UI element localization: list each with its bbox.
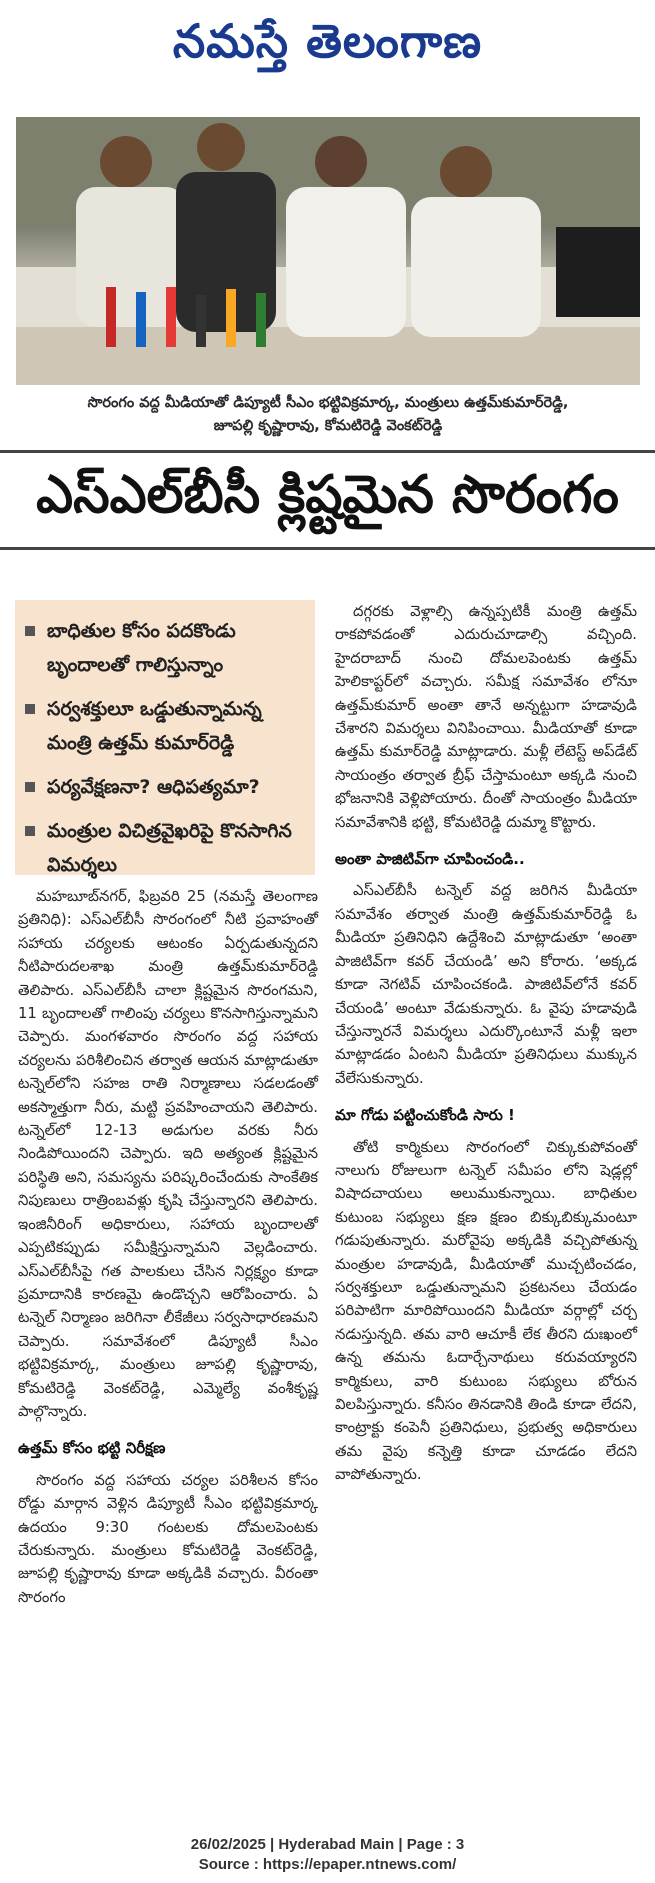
subheading: అంతా పాజిటివ్‌గా చూపించండి.. bbox=[335, 850, 525, 869]
caption-line: జూపల్లి కృష్ణారావు, కోమటిరెడ్డి వెంకట్‌రెడ్డి bbox=[213, 418, 443, 434]
headline-text: ఎస్‌ఎల్‌బీసీ క్లిష్టమైన సొరంగం bbox=[36, 465, 619, 525]
news-photo bbox=[16, 117, 640, 385]
caption-line: సొరంగం వద్ద మీడియాతో డిప్యూటీ సీఎం భట్టివిక్రమార్క, మంత్రులు ఉత్తమ్‌కుమార్‌రెడ్డి, bbox=[87, 395, 569, 411]
newspaper-logo: నమస్తే తెలంగాణ bbox=[172, 14, 483, 68]
footer-date-edition: 26/02/2025 | Hyderabad Main | Page : 3 bbox=[190, 1836, 465, 1853]
masthead bbox=[0, 0, 655, 95]
bullet-icon bbox=[25, 826, 35, 836]
highlights-box bbox=[15, 600, 315, 875]
subheading: ఉత్తమ్ కోసం భట్టి నిరీక్షణ bbox=[18, 1439, 166, 1458]
highlight-text: మంత్రుల విచిత్రవైఖరిపై కొనసాగిన విమర్శలు bbox=[47, 820, 292, 876]
highlight-text: పర్యవేక్షణనా? ఆధిపత్యమా? bbox=[47, 776, 260, 798]
article-column-right bbox=[335, 600, 637, 1493]
subheading: మా గోడు పట్టించుకోండి సారు ! bbox=[335, 1106, 515, 1125]
footer-source-link[interactable]: Source : https://epaper.ntnews.com/ bbox=[198, 1856, 457, 1873]
bullet-icon bbox=[25, 626, 35, 636]
photo-caption bbox=[20, 392, 636, 438]
highlight-item bbox=[25, 770, 305, 804]
article-paragraph: తోటి కార్మికులు సొరంగంలో చిక్కుకుపోవంతో నాలుగు రోజులుగా టన్నెల్ సమీపం లోని షెడ్లల్లో విషాదచాయలు అలుముకున్నాయి. బాధితుల కుటుంబ సభ్యులు క్షణ క్షణం బిక్కుబిక్కుమంటూ గడుపుతున్నారు. మరోవైపు అక్కడికి వచ్చిపోతున్న మంత్రుల హడావుడి, మీడియాతో ముచ్చటించడం, సర్వశక్తులూ ఒడ్డుతున్నామని ప్రకటనలు చేయడం పరిపాటిగా మారిపోయిందని మీడియా వర్గాల్లో చర్చ నడుస్తున్నది. తమ వారి ఆచూకీ లేక తీరని దుఃఖంలో ఉన్న తమను ఓదార్చేనాథులు కరువయ్యారని కార్మికులు, వారి కుటుంబ సభ్యులు బోరున విలపిస్తున్నారు. కనీసం తినడానికి తిండి కూడా లేదని, కాంట్రాక్టు కంపెనీ ప్రతినిధులు, ప్రభుత్వ అధికారులు తమ వైపు కన్నెత్తి కూడా చూడడం లేదని వాపోతున్నారు. bbox=[335, 1138, 637, 1484]
highlight-item bbox=[25, 692, 305, 760]
footer bbox=[0, 1835, 655, 1875]
highlight-item bbox=[25, 614, 305, 682]
press-conference-photo bbox=[16, 117, 640, 385]
bullet-icon bbox=[25, 704, 35, 714]
highlight-text: బాధితుల కోసం పదకొండు బృందాలతో గాలిస్తున్నాం bbox=[47, 620, 236, 676]
highlight-item bbox=[25, 814, 305, 882]
article-column-left bbox=[18, 885, 318, 1615]
bullet-icon bbox=[25, 782, 35, 792]
article-paragraph: సొరంగం వద్ద సహాయ చర్యల పరిశీలన కోసం రోడ్డు మార్గాన వెళ్లిన డిప్యూటీ సీఎం భట్టివిక్రమార్క ఉదయం 9:30 గంటలకు దోమలపెంటకు చేరుకున్నారు. మంత్రులు కోమటిరెడ్డి వెంకట్‌రెడ్డి, జూపల్లి కృష్ణారావు కూడా అక్కడికి వచ్చారు. వీరంతా సొరంగం bbox=[18, 1471, 318, 1606]
article-paragraph: ఎస్‌ఎల్‌బీసీ టన్నెల్ వద్ద జరిగిన మీడియా సమావేశం తర్వాత మంత్రి ఉత్తమ్‌కుమార్‌రెడ్డి ఓ మీడియా ప్రతినిధిని ఉద్దేశించి మాట్లాడుతూ ‘అంతా పాజిటివ్‌గా కవర్ చేయండి’ అని కోరారు. ‘అక్కడ కూడా నెగటివ్ చూపించకండి. పాజిటివ్‌లోనే కవర్ చేయండి’ అంటూ వేడుకున్నారు. ఓ వైపు హడావుడి చేస్తున్నారనే విమర్శలు ఎదుర్కొంటూనే మళ్లీ ఇలా మాట్లాడడం ఏంటని మీడియా ప్రతినిధులు ముక్కున వేలేసుకున్నారు. bbox=[335, 882, 637, 1087]
article-paragraph: దగ్గరకు వెళ్లాల్సి ఉన్నప్పటికీ మంత్రి ఉత్తమ్ రాకపోవడంతో ఎదురుచూడాల్సి వచ్చింది. హైదరాబాద్ నుంచి దోమలపెంటకు ఉత్తమ్ హెలికాప్టర్‌లో వచ్చారు. సమీక్ష సమావేశం లోనూ ఉత్తమ్‌కుమార్ అంతా తానే అన్నట్టుగా హడావుడి చేశారని విమర్శలు వినిపించాయి. మీడియాతో కూడా ఉత్తమ్ కుమార్‌రెడ్డి మాట్లాడారు. మళ్లీ లేటెస్ట్ అప్‌డేట్ సాయంత్రం తర్వాత బ్రీఫ్ చేస్తామంటూ అక్కడి నుంచి భోజనానికి వెళ్లిపోయారు. దీంతో సాయంత్రం మీడియా సమావేశానికి భట్టి, కోమటిరెడ్డి దుమ్మా కొట్టారు. bbox=[335, 603, 637, 831]
headline bbox=[0, 450, 655, 550]
highlight-text: సర్వశక్తులూ ఒడ్డుతున్నామన్న మంత్రి ఉత్తమ్ కుమార్‌రెడ్డి bbox=[47, 698, 262, 754]
article-paragraph: మహబూబ్‌నగర్, ఫిబ్రవరి 25 (నమస్తే తెలంగాణ ప్రతినిధి): ఎస్‌ఎల్‌బీసీ సొరంగంలో నీటి ప్రవాహంతో సహాయ చర్యలకు ఆటంకం ఏర్పడుతున్నదని నీటిపారుదలశాఖ మంత్రి ఉత్తమ్‌కుమార్‌రెడ్డి తెలిపారు. ఎస్‌ఎల్‌బీసీ చాలా క్లిష్టమైన సొరంగమని, 11 బృందాలతో గాలింపు చర్యలు కొనసాగిస్తున్నామని చెప్పారు. మంగళవారం సొరంగం వద్ద సహాయ చర్యలను పరిశీలించిన తర్వాత ఆయన మాట్లాడుతూ టన్నెల్‌లోని సహజ రాతి నిర్మాణాలు సడలడంతో అకస్మాత్తుగా నీరు, మట్టి ప్రవహించాయని తెలిపారు. టన్నెల్‌లో 12-13 అడుగుల వరకు నీరు నిండిపోయిందని చెప్పారు. ఇది అత్యంత క్లిష్టమైన పరిస్థితి అని, సమస్యను పరిష్కరించేందుకు సాంకేతిక నిపుణులు రాత్రింబవళ్లు కృషి చేస్తున్నారని తెలిపారు. ఇంజినీరింగ్ అధికారులు, సహాయ బృందాలతో ఎప్పటికప్పుడు సమీక్షిస్తున్నామని వెల్లడించారు. ఎస్‌ఎల్‌బీసీపై గత పాలకులు చేసిన నిర్లక్ష్యం కూడా ప్రమాదానికి కారణమై ఉండొచ్చని ఆరోపించారు. ఏ టన్నెల్ నిర్మాణం జరిగినా లీకేజీలు సర్వసాధారణమని చెప్పారు. సమావేశంలో డిప్యూటీ సీఎం భట్టివిక్రమార్క, మంత్రులు జూపల్లి కృష్ణారావు, కోమటిరెడ్డి వెంకట్‌రెడ్డి, ఎమ్మెల్యే వంశీకృష్ణ పాల్గొన్నారు. bbox=[18, 888, 318, 1420]
